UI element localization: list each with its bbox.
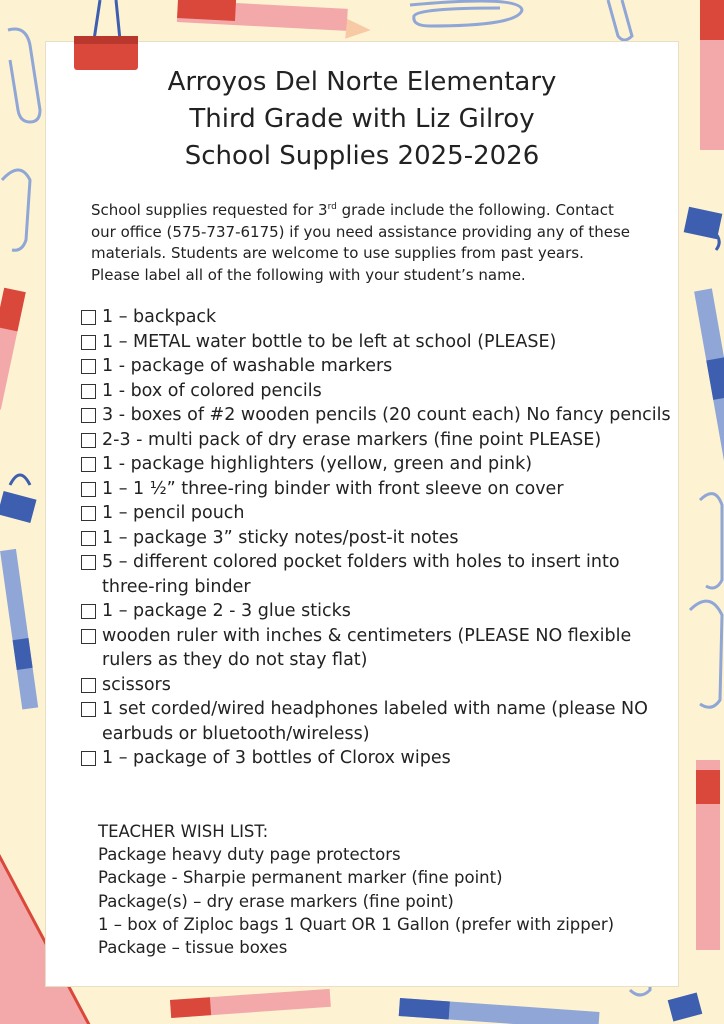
- checkbox-icon[interactable]: [81, 629, 96, 644]
- intro-text: School supplies requested for 3: [91, 201, 328, 219]
- checklist-item-label: 1 - box of colored pencils: [102, 380, 322, 401]
- wish-list-item: 1 – box of Ziploc bags 1 Quart OR 1 Gallon (prefer with zipper): [98, 914, 615, 934]
- school-name: Arroyos Del Norte Elementary: [167, 67, 557, 97]
- wish-list-item: Package – tissue boxes: [98, 938, 288, 958]
- checklist-item: [80, 526, 676, 551]
- intro-paragraph: [91, 200, 651, 286]
- checklist-item-label: 1 – backpack: [102, 307, 217, 327]
- checklist-item-label: 1 – package 3” sticky notes/post-it notes: [102, 527, 459, 548]
- checklist-item: [80, 673, 676, 698]
- checklist-item: [80, 599, 676, 624]
- checklist-item: [80, 403, 676, 428]
- intro-superscript: rd: [327, 202, 337, 212]
- pencil-icon: [399, 998, 600, 1024]
- checklist-item-continuation: [80, 575, 676, 600]
- paperclip-icon: [410, 1, 522, 26]
- checklist-item-label: 1 – 1 ½” three-ring binder with front sleeve on cover: [102, 478, 564, 499]
- class-name: Third Grade with Liz Gilroy: [189, 104, 535, 134]
- checklist-item: [80, 428, 676, 453]
- pencil-icon: [0, 288, 26, 410]
- intro-text: grade include the following. Contact: [336, 201, 614, 219]
- checklist-item-label: 1 - package of washable markers: [102, 356, 393, 376]
- checkbox-icon[interactable]: [81, 335, 96, 350]
- pencil-icon: [694, 288, 724, 478]
- checklist-item: [80, 379, 676, 404]
- paperclip-icon: [8, 29, 40, 122]
- checklist-item-continuation: [80, 648, 676, 673]
- checklist-item-label: rulers as they do not stay flat): [102, 650, 368, 670]
- checkbox-icon[interactable]: [81, 531, 96, 546]
- checklist-item: [80, 550, 676, 575]
- pencil-icon: [0, 549, 38, 710]
- checklist-item-label: 1 – package 2 - 3 glue sticks: [102, 601, 351, 621]
- checklist-item: [80, 452, 676, 477]
- checklist-item-label: 2-3 - multi pack of dry erase markers (fine point PLEASE): [102, 429, 602, 450]
- checklist-item: [80, 477, 676, 502]
- intro-text: materials. Students are welcome to use supplies from past years.: [91, 244, 584, 262]
- checkbox-icon[interactable]: [81, 678, 96, 693]
- checklist-item-continuation: [80, 722, 676, 747]
- wish-list-heading: TEACHER WISH LIST:: [98, 822, 269, 841]
- supply-checklist: [80, 305, 676, 771]
- checkbox-icon[interactable]: [81, 433, 96, 448]
- checkbox-icon[interactable]: [81, 359, 96, 374]
- checkbox-icon[interactable]: [81, 310, 96, 325]
- checkbox-icon[interactable]: [81, 506, 96, 521]
- checklist-item-label: 3 - boxes of #2 wooden pencils (20 count each) No fancy pencils: [102, 405, 671, 425]
- checklist-item: [80, 624, 676, 649]
- checklist-item-label: 1 – METAL water bottle to be left at school (PLEASE): [102, 331, 557, 352]
- wish-list-item: Package heavy duty page protectors: [98, 845, 401, 865]
- binder-clip-icon: [668, 992, 703, 1021]
- paperclip-icon: [2, 170, 30, 250]
- page-title: [46, 64, 678, 175]
- checklist-item-label: 1 – package of 3 bottles of Clorox wipes: [102, 748, 451, 768]
- checklist-item: [80, 330, 676, 355]
- checklist-item-label: earbuds or bluetooth/wireless): [102, 723, 370, 744]
- checkbox-icon[interactable]: [81, 482, 96, 497]
- teacher-wish-list: [98, 820, 658, 959]
- intro-text: Please label all of the following with your student’s name.: [91, 265, 526, 284]
- checklist-item-label: three-ring binder: [102, 576, 251, 597]
- intro-text: our office (575-737-6175) if you need assistance providing any of these: [91, 222, 630, 241]
- checklist-item: [80, 501, 676, 526]
- checklist-item-label: scissors: [102, 674, 171, 695]
- wish-list-item: Package - Sharpie permanent marker (fine point): [98, 868, 503, 888]
- checklist-item-label: 1 set corded/wired headphones labeled with name (please NO: [102, 699, 648, 719]
- pencil-icon: [700, 0, 724, 150]
- checkbox-icon[interactable]: [81, 604, 96, 619]
- binder-clip-icon: [0, 475, 37, 523]
- checklist-item-label: 1 - package highlighters (yellow, green and pink): [102, 454, 533, 474]
- list-title: School Supplies 2025-2026: [184, 141, 540, 171]
- checklist-item-label: 5 – different colored pocket folders with holes to insert into: [102, 552, 620, 572]
- pencil-icon: [177, 0, 371, 40]
- pencil-icon: [170, 989, 331, 1018]
- checkbox-icon[interactable]: [81, 384, 96, 399]
- checklist-item-label: wooden ruler with inches & centimeters (PLEASE NO flexible: [102, 625, 632, 646]
- wish-list-item: Package(s) – dry erase markers (fine point): [98, 891, 454, 911]
- checklist-item-label: 1 – pencil pouch: [102, 503, 245, 523]
- checkbox-icon[interactable]: [81, 751, 96, 766]
- paperclip-icon: [608, 0, 632, 40]
- checklist-item: [80, 746, 676, 771]
- binder-clip-icon: [684, 207, 723, 250]
- pencil-icon: [696, 760, 720, 950]
- checkbox-icon[interactable]: [81, 408, 96, 423]
- checkbox-icon[interactable]: [81, 457, 96, 472]
- checklist-item: [80, 305, 676, 330]
- checkbox-icon[interactable]: [81, 555, 96, 570]
- checklist-item: [80, 697, 676, 722]
- supply-list-sheet: [46, 42, 678, 986]
- checklist-item: [80, 354, 676, 379]
- checkbox-icon[interactable]: [81, 702, 96, 717]
- paperclip-icon: [690, 494, 722, 708]
